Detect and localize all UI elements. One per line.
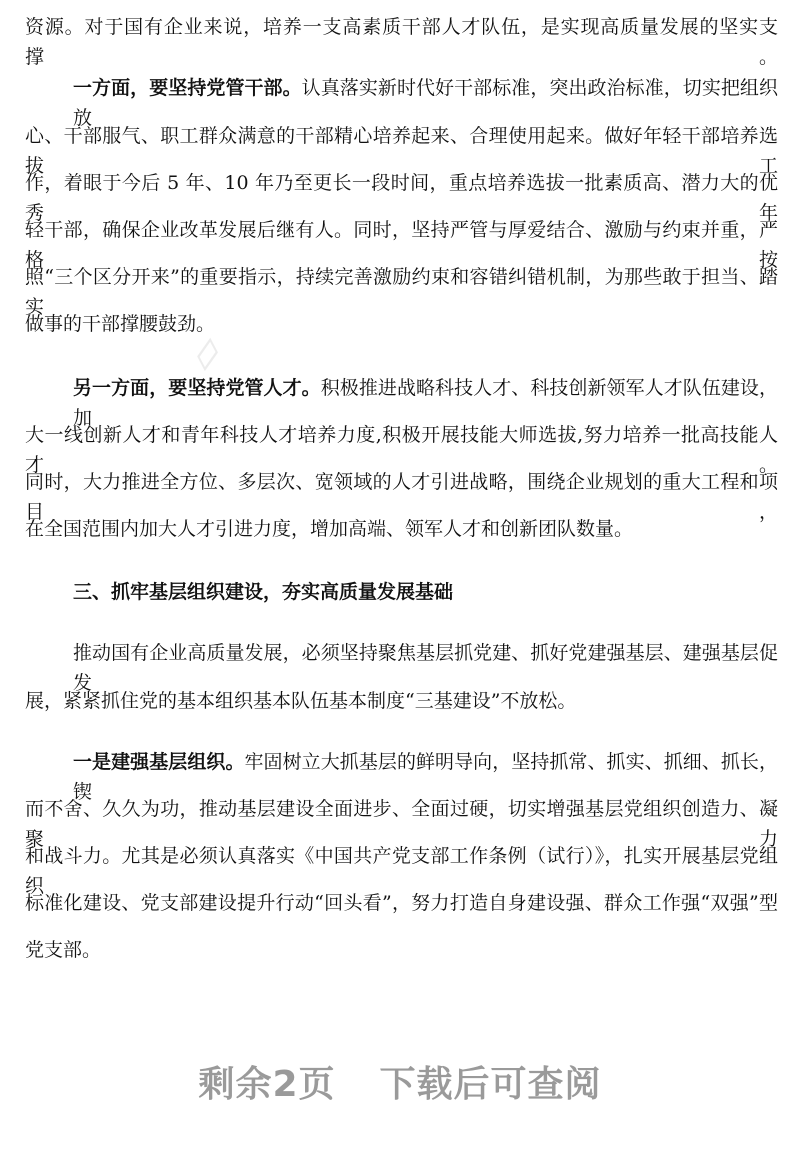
line-text: 标准化建设、党支部建设提升行动“回头看”，努力打造自身建设强、群众工作强“双强”型 (25, 892, 778, 914)
text-line (73, 373, 778, 429)
text-line (73, 73, 778, 129)
text-line (73, 747, 778, 803)
text-line (25, 841, 778, 897)
text-line (25, 12, 778, 68)
text-line (25, 794, 778, 850)
text-line (25, 514, 778, 544)
line-text: 推动国有企业高质量发展，必须坚持聚焦基层抓党建、抓好党建强基层、建强基层促发 (73, 642, 778, 694)
line-text: 轻干部，确保企业改革发展后继有人。同时，坚持严管与厚爱结合、激励与约束并重，严格按 (25, 219, 778, 271)
text-line (25, 888, 778, 918)
download-prompt[interactable] (0, 1056, 800, 1107)
bold-lead: 一方面，要坚持党管干部。 (73, 77, 302, 99)
line-text: 资源。对于国有企业来说，培养一支高素质干部人才队伍，是实现高质量发展的坚实支撑。 (25, 16, 778, 68)
text-line (25, 121, 778, 177)
line-text: 积极推进战略科技人才、科技创新领军人才队伍建设，加 (73, 377, 778, 429)
text-line (25, 686, 778, 716)
line-text: 牢固树立大抓基层的鲜明导向，坚持抓常、抓实、抓细、抓长，锲 (73, 751, 778, 803)
line-text: 而不舍、久久为功，推动基层建设全面进步、全面过硬，切实增强基层党组织创造力、凝聚力 (25, 798, 778, 850)
text-line (73, 638, 778, 694)
line-text: 认真落实新时代好干部标准，突出政治标准，切实把组织放 (73, 77, 778, 129)
line-text: 照“三个区分开来”的重要指示，持续完善激励约束和容错纠错机制，为那些敢于担当、踏实 (25, 266, 778, 318)
line-text: 同时，大力推进全方位、多层次、宽领域的人才引进战略，围绕企业规划的重大工程和项目， (25, 471, 778, 523)
text-line (25, 467, 778, 523)
line-text: 在全国范围内加大人才引进力度，增加高端、领军人才和创新团队数量。 (25, 518, 634, 540)
text-line (25, 420, 778, 476)
text-line (25, 935, 778, 965)
line-text: 做事的干部撑腰鼓劲。 (25, 313, 216, 335)
remaining-pages-text[interactable]: 剩余2页 (198, 1064, 336, 1105)
line-text: 作，着眼于今后 5 年、10 年乃至更长一段时间，重点培养选拔一批素质高、潜力大的优秀年 (25, 172, 778, 224)
text-line (25, 215, 778, 271)
text-line (25, 168, 778, 224)
download-to-view-text[interactable]: 下载后可查阅 (379, 1064, 602, 1105)
heading-text: 三、抓牢基层组织建设，夯实高质量发展基础 (73, 581, 454, 603)
line-text: 党支部。 (25, 939, 102, 961)
line-text: 和战斗力。尤其是必须认真落实《中国共产党支部工作条例（试行）》，扎实开展基层党组织 (25, 845, 778, 897)
line-text: 大一线创新人才和青年科技人才培养力度,积极开展技能大师选拔,努力培养一批高技能人才。 (25, 424, 778, 476)
line-text: 展，紧紧抓住党的基本组织基本队伍基本制度“三基建设”不放松。 (25, 690, 577, 712)
section-heading (73, 577, 778, 607)
text-line (25, 262, 778, 318)
line-text: 心、干部服气、职工群众满意的干部精心培养起来、合理使用起来。做好年轻干部培养选拔工 (25, 125, 778, 177)
watermark: ▱ (177, 327, 234, 379)
text-line (25, 309, 778, 339)
bold-lead: 另一方面，要坚持党管人才。 (73, 377, 321, 399)
bold-lead: 一是建强基层组织。 (73, 751, 245, 773)
